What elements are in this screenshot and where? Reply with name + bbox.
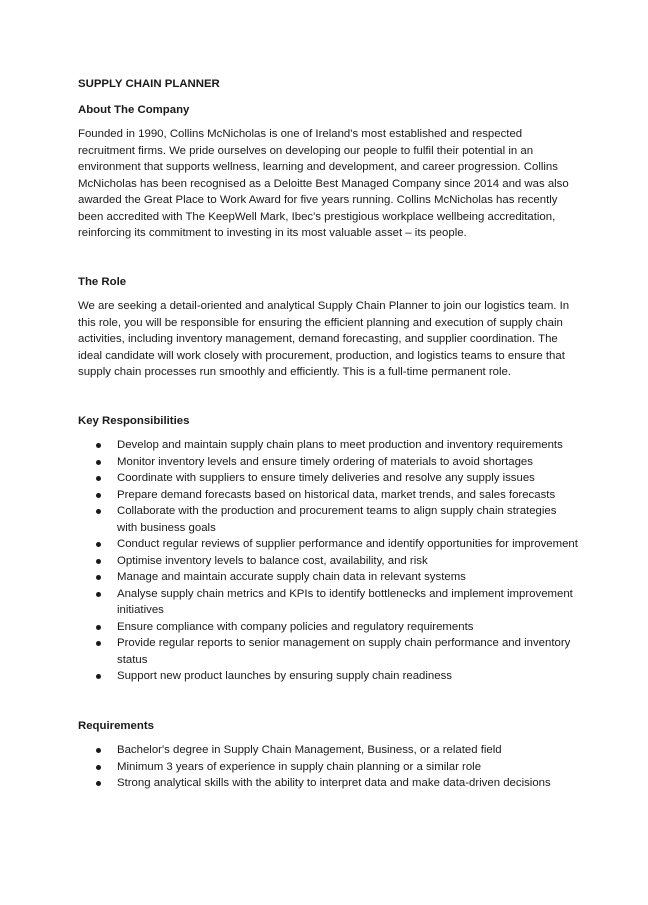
requirements-list [78,742,578,792]
list-item [78,553,578,570]
list-item-text: Optimise inventory levels to balance cost, availability, and risk [117,554,428,567]
list-item [78,569,578,586]
job-title: SUPPLY CHAIN PLANNER [78,78,220,90]
list-item [78,742,578,759]
list-item-text: Conduct regular reviews of supplier performance and identify opportunities for improvement [117,538,578,550]
role-heading: The Role [78,275,127,288]
bullet-icon [96,625,101,630]
list-item [78,503,578,536]
bullet-icon [96,509,101,514]
list-item-text: Analyse supply chain metrics and KPIs to identify bottlenecks and implement improvement initiatives [117,587,573,616]
bullet-icon [96,443,101,448]
bullet-icon [96,460,101,465]
requirements-heading: Requirements [78,719,154,732]
list-item [78,536,578,553]
list-item-text: Manage and maintain accurate supply chain data in relevant systems [117,571,466,583]
list-item [78,437,578,454]
bullet-icon [96,674,101,679]
list-item [78,668,578,685]
responsibilities-heading: Key Responsibilities [78,414,190,427]
list-item [78,775,578,792]
list-item-text: Strong analytical skills with the ability to interpret data and make data-driven decisions [117,777,551,789]
list-item-text: Support new product launches by ensuring supply chain readiness [117,670,452,682]
responsibilities-list [78,437,578,685]
bullet-icon [96,559,101,564]
bullet-icon [96,476,101,481]
list-item [78,619,578,636]
bullet-icon [96,781,101,786]
about-paragraph: Founded in 1990, Collins McNicholas is one of Ireland's most established and respected recruitment firms. We pride ourselves on developing our people to fulfil their potential in an environment that supports wellness, learning and development, and career progression. Collins McNicholas has been recognised as a Deloitte Best Managed Company since 2014 and was also awarded the Great Place to Work Award for five years running. Collins McNicholas has recently been accredited with The KeepWell Mark, Ibec's prestigious workplace wellbeing accreditation, reinforcing its commitment to investing in its most valuable asset – its people. [78,128,569,239]
list-item [78,635,578,668]
list-item [78,470,578,487]
list-item-text: Coordinate with suppliers to ensure timely deliveries and resolve any supply issues [117,472,535,484]
list-item-text: Ensure compliance with company policies and regulatory requirements [117,620,474,633]
list-item-text: Prepare demand forecasts based on historical data, market trends, and sales forecasts [117,488,556,501]
list-item-text: Provide regular reports to senior management on supply chain performance and inventory status [117,637,571,666]
role-paragraph: We are seeking a detail-oriented and analytical Supply Chain Planner to join our logistics team. In this role, you will be responsible for ensuring the efficient planning and execution of supply chain activities, including inventory management, demand forecasting, and supplier coordination. The ideal candidate will work closely with procurement, production, and logistics teams to ensure that supply chain processes run smoothly and efficiently. This is a full-time permanent role. [78,300,570,378]
about-heading: About The Company [78,103,190,116]
bullet-icon [96,641,101,646]
bullet-icon [96,748,101,753]
bullet-icon [96,765,101,770]
list-item-text: Bachelor's degree in Supply Chain Management, Business, or a related field [117,744,502,756]
list-item [78,759,578,776]
list-item [78,586,578,619]
list-item-text: Monitor inventory levels and ensure timely ordering of materials to avoid shortages [117,455,533,468]
list-item [78,454,578,471]
list-item-text: Develop and maintain supply chain plans to meet production and inventory requirements [117,439,563,451]
document-content [78,76,578,792]
bullet-icon [96,575,101,580]
list-item-text: Minimum 3 years of experience in supply chain planning or a similar role [117,760,482,773]
list-item-text: Collaborate with the production and procurement teams to align supply chain strategies with business goals [117,505,557,534]
list-item [78,487,578,504]
bullet-icon [96,542,101,547]
bullet-icon [96,493,101,498]
bullet-icon [96,592,101,597]
